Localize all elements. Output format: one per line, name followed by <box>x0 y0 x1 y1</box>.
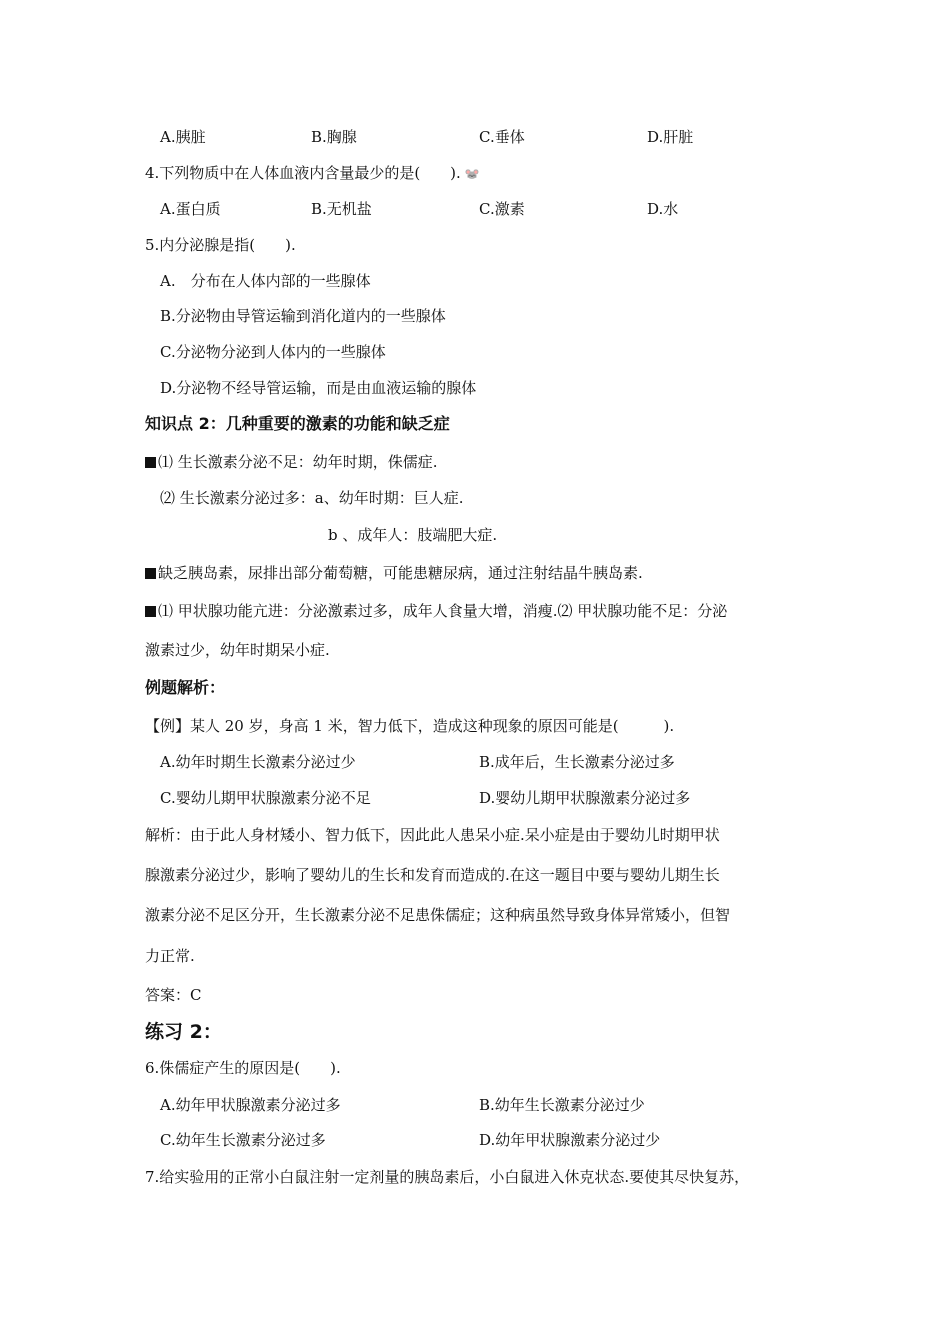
q7-stem: 7.给实验用的正常小白鼠注射一定剂量的胰岛素后，小白鼠进入休克状态.要使其尽快复苏， <box>145 1168 750 1186</box>
example-option-b: B.成年后，生长激素分泌过多 <box>479 753 675 771</box>
kp2-p4-text: 缺乏胰岛素，尿排出部分葡萄糖，可能患糖尿病，通过注射结晶牛胰岛素. <box>158 564 643 582</box>
q3-option-b: B.胸腺 <box>311 128 357 146</box>
q5-stem: 5.内分泌腺是指( ). <box>145 236 296 254</box>
example-heading: 例题解析： <box>145 678 226 697</box>
bullet-square-icon <box>145 568 156 579</box>
q6-option-a: A.幼年甲状腺激素分泌过多 <box>160 1096 341 1114</box>
q4-stem-text: 4.下列物质中在人体血液内含量最少的是( ). <box>145 164 461 182</box>
q4-option-d: D.水 <box>647 200 679 218</box>
knowledge-point-2-heading: 知识点 2：几种重要的激素的功能和缺乏症 <box>145 414 450 433</box>
q5-option-b: B.分泌物由导管运输到消化道内的一些腺体 <box>160 307 446 325</box>
q6-option-b: B.幼年生长激素分泌过少 <box>479 1096 645 1114</box>
example-option-a: A.幼年时期生长激素分泌过少 <box>160 753 356 771</box>
analysis-line-2: 腺激素分泌过少，影响了婴幼儿的生长和发育而造成的.在这一题目中要与婴幼儿期生长 <box>145 866 720 884</box>
q4-stem <box>145 163 480 184</box>
answer: 答案：C <box>145 986 202 1004</box>
kp2-paragraph-5-cont: 激素过少，幼年时期呆小症. <box>145 641 330 659</box>
q3-option-c: C.垂体 <box>479 128 525 146</box>
kp2-paragraph-4 <box>145 563 643 583</box>
q5-option-c: C.分泌物分泌到人体内的一些腺体 <box>160 343 386 361</box>
q6-option-c: C.幼年生长激素分泌过多 <box>160 1131 326 1149</box>
q4-option-c: C.激素 <box>479 200 525 218</box>
bullet-square-icon <box>145 457 156 468</box>
kp2-paragraph-1 <box>145 452 438 472</box>
q3-option-a: A.胰脏 <box>160 128 206 146</box>
example-option-c: C.婴幼儿期甲状腺激素分泌不足 <box>160 789 371 807</box>
kp2-paragraph-3: b 、成年人：肢端肥大症. <box>328 526 498 544</box>
q6-stem: 6.侏儒症产生的原因是( ). <box>145 1059 341 1077</box>
analysis-line-1: 解析：由于此人身材矮小、智力低下，因此此人患呆小症.呆小症是由于婴幼儿时期甲状 <box>145 826 720 844</box>
mouse-icon: 🐭 <box>464 167 480 181</box>
q4-option-b: B.无机盐 <box>311 200 372 218</box>
kp2-p5a-text: ⑴ 甲状腺功能亢进：分泌激素过多，成年人食量大增，消瘦.⑵ 甲状腺功能不足：分泌 <box>158 602 728 620</box>
q5-option-d: D.分泌物不经导管运输，而是由血液运输的腺体 <box>160 379 477 397</box>
q4-option-a: A.蛋白质 <box>160 200 221 218</box>
q6-option-d: D.幼年甲状腺激素分泌过少 <box>479 1131 661 1149</box>
kp2-paragraph-2: ⑵ 生长激素分泌过多：a、幼年时期：巨人症. <box>160 489 464 507</box>
example-option-d: D.婴幼儿期甲状腺激素分泌过多 <box>479 789 691 807</box>
q5-option-a: A. 分布在人体内部的一些腺体 <box>160 272 371 290</box>
q3-option-d: D.肝脏 <box>647 128 694 146</box>
kp2-p1-text: ⑴ 生长激素分泌不足：幼年时期，侏儒症. <box>158 453 438 471</box>
kp2-paragraph-5 <box>145 601 727 621</box>
practice-2-heading: 练习 2： <box>145 1021 222 1043</box>
bullet-square-icon <box>145 606 156 617</box>
analysis-line-4: 力正常. <box>145 947 195 965</box>
analysis-line-3: 激素分泌不足区分开，生长激素分泌不足患侏儒症；这种病虽然导致身体异常矮小，但智 <box>145 906 731 924</box>
example-stem: 【例】某人 20 岁，身高 1 米，智力低下，造成这种现象的原因可能是( ). <box>145 717 675 735</box>
